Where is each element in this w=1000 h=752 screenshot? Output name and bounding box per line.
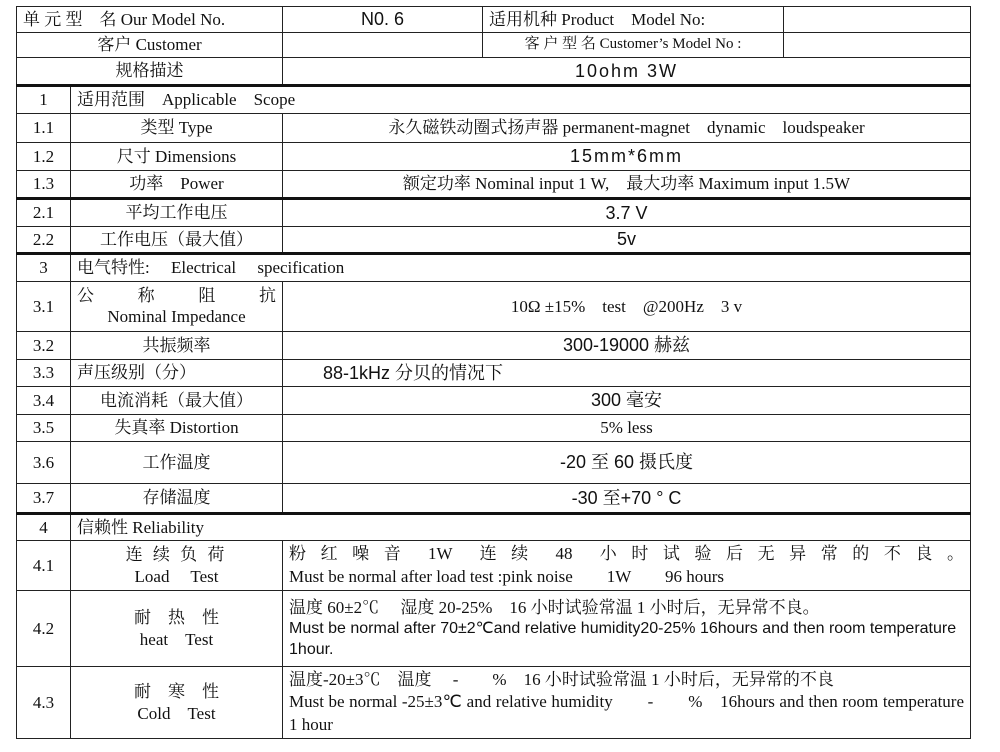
row-value: 10Ω ±15% test @200Hz 3 v <box>283 282 971 332</box>
row-3-2 <box>17 332 971 360</box>
spec-label: 规格描述 <box>17 58 283 86</box>
row-number: 3.2 <box>17 332 71 360</box>
row-label: 工作温度 <box>71 442 283 484</box>
product-label: 适用机种 Product Model No: <box>483 7 784 33</box>
customer-value <box>283 33 483 58</box>
row-label-cn: 公 称 阻 抗 <box>77 286 277 306</box>
header-row-model <box>17 7 971 33</box>
row-label: 共振频率 <box>71 332 283 360</box>
row-label-en: heat Test <box>139 629 214 649</box>
row-value: 永久磁铁动圈式扬声器 permanent-magnet dynamic loudspeaker <box>283 114 971 143</box>
row-label <box>71 282 283 332</box>
product-value <box>784 7 971 33</box>
row-label <box>71 667 283 739</box>
section-3-row <box>17 254 971 282</box>
row-number: 2.2 <box>17 227 71 254</box>
row-label-cn: 连 续 负 荷 <box>125 545 228 565</box>
row-value-line-cn: 粉 红 噪 音 1W 连 续 48 小 时 试 验 后 无 异 常 的 不 良 。 <box>289 544 965 564</box>
row-number: 1.2 <box>17 143 71 171</box>
row-number: 3.1 <box>17 282 71 332</box>
customer-model-label: 客 户 型 名 Customer’s Model No : <box>483 33 784 58</box>
row-4-1 <box>17 541 971 591</box>
row-1-1 <box>17 114 971 143</box>
row-3-5 <box>17 415 971 442</box>
row-3-7 <box>17 484 971 514</box>
row-number: 3.3 <box>17 360 71 387</box>
row-1-3 <box>17 171 971 199</box>
row-value <box>283 541 971 591</box>
row-label: 平均工作电压 <box>71 199 283 227</box>
row-value-line-en: Must be normal after load test :pink noise 1W 96 hours <box>289 566 725 586</box>
row-number: 3.6 <box>17 442 71 484</box>
row-3-3 <box>17 360 971 387</box>
row-label: 工作电压（最大值） <box>71 227 283 254</box>
section-title: 电气特性: Electrical specification <box>71 254 971 282</box>
row-4-2 <box>17 591 971 667</box>
row-value: 5% less <box>283 415 971 442</box>
row-number: 1.3 <box>17 171 71 199</box>
row-label: 尺寸 Dimensions <box>71 143 283 171</box>
row-1-2 <box>17 143 971 171</box>
row-value: 额定功率 Nominal input 1 W, 最大功率 Maximum input 1.5W <box>283 171 971 199</box>
row-number: 3.5 <box>17 415 71 442</box>
row-2-2 <box>17 227 971 254</box>
row-value: -20 至 60 摄氏度 <box>283 442 971 484</box>
row-2-1 <box>17 199 971 227</box>
row-label-en: Nominal Impedance <box>107 306 246 326</box>
row-label-cn: 耐 热 性 <box>134 608 219 628</box>
spec-value: 10ohm 3W <box>283 58 971 86</box>
section-number: 3 <box>17 254 71 282</box>
model-label: 单 元 型 名 Our Model No. <box>17 7 283 33</box>
row-label-en: Cold Test <box>137 703 216 723</box>
row-number: 2.1 <box>17 199 71 227</box>
section-title: 适用范围 Applicable Scope <box>71 86 971 114</box>
row-number: 4.3 <box>17 667 71 739</box>
row-value-line-en: Must be normal after 70±2℃and relative humidity20-25% 16hours and then room temperature 1hour. <box>289 619 957 658</box>
header-row-customer <box>17 33 971 58</box>
row-value: 300 毫安 <box>283 387 971 415</box>
row-label: 功率 Power <box>71 171 283 199</box>
row-number: 1.1 <box>17 114 71 143</box>
row-4-3 <box>17 667 971 739</box>
row-value-line-en: Must be normal -25±3℃ and relative humidity - % 16hours and then room temperature 1 hour <box>289 692 965 734</box>
header-row-spec <box>17 58 971 86</box>
spec-sheet-table <box>16 6 971 739</box>
row-value: 3.7 V <box>283 199 971 227</box>
row-label: 失真率 Distortion <box>71 415 283 442</box>
row-label: 声压级别（分） <box>71 360 283 387</box>
row-value: 15mm*6mm <box>283 143 971 171</box>
section-number: 1 <box>17 86 71 114</box>
row-3-4 <box>17 387 971 415</box>
section-title: 信赖性 Reliability <box>71 514 971 541</box>
section-4-row <box>17 514 971 541</box>
row-value: 5v <box>283 227 971 254</box>
row-value <box>283 667 971 739</box>
row-label: 电流消耗（最大值） <box>71 387 283 415</box>
customer-label: 客户 Customer <box>17 33 283 58</box>
row-value <box>283 591 971 667</box>
row-3-1 <box>17 282 971 332</box>
model-value: N0. 6 <box>283 7 483 33</box>
row-label <box>71 541 283 591</box>
row-value: 88-1kHz 分贝的情况下 <box>283 360 971 387</box>
row-number: 4.2 <box>17 591 71 667</box>
section-1-row <box>17 86 971 114</box>
row-number: 4.1 <box>17 541 71 591</box>
row-label-en: Load Test <box>134 566 219 586</box>
row-number: 3.4 <box>17 387 71 415</box>
customer-model-value <box>784 33 971 58</box>
row-3-6 <box>17 442 971 484</box>
row-value-line-cn: 温度-20±3℃ 温度 - % 16 小时试验常温 1 小时后，无异常的不良 <box>289 670 834 690</box>
section-number: 4 <box>17 514 71 541</box>
row-value-line-cn: 温度 60±2℃ 湿度 20-25% 16 小时试验常温 1 小时后，无异常不良。 <box>289 597 820 617</box>
row-value: 300-19000 赫兹 <box>283 332 971 360</box>
row-number: 3.7 <box>17 484 71 514</box>
row-value: -30 至+70 ° C <box>283 484 971 514</box>
row-label: 存储温度 <box>71 484 283 514</box>
row-label-cn: 耐 寒 性 <box>134 682 219 702</box>
row-label: 类型 Type <box>71 114 283 143</box>
row-label <box>71 591 283 667</box>
